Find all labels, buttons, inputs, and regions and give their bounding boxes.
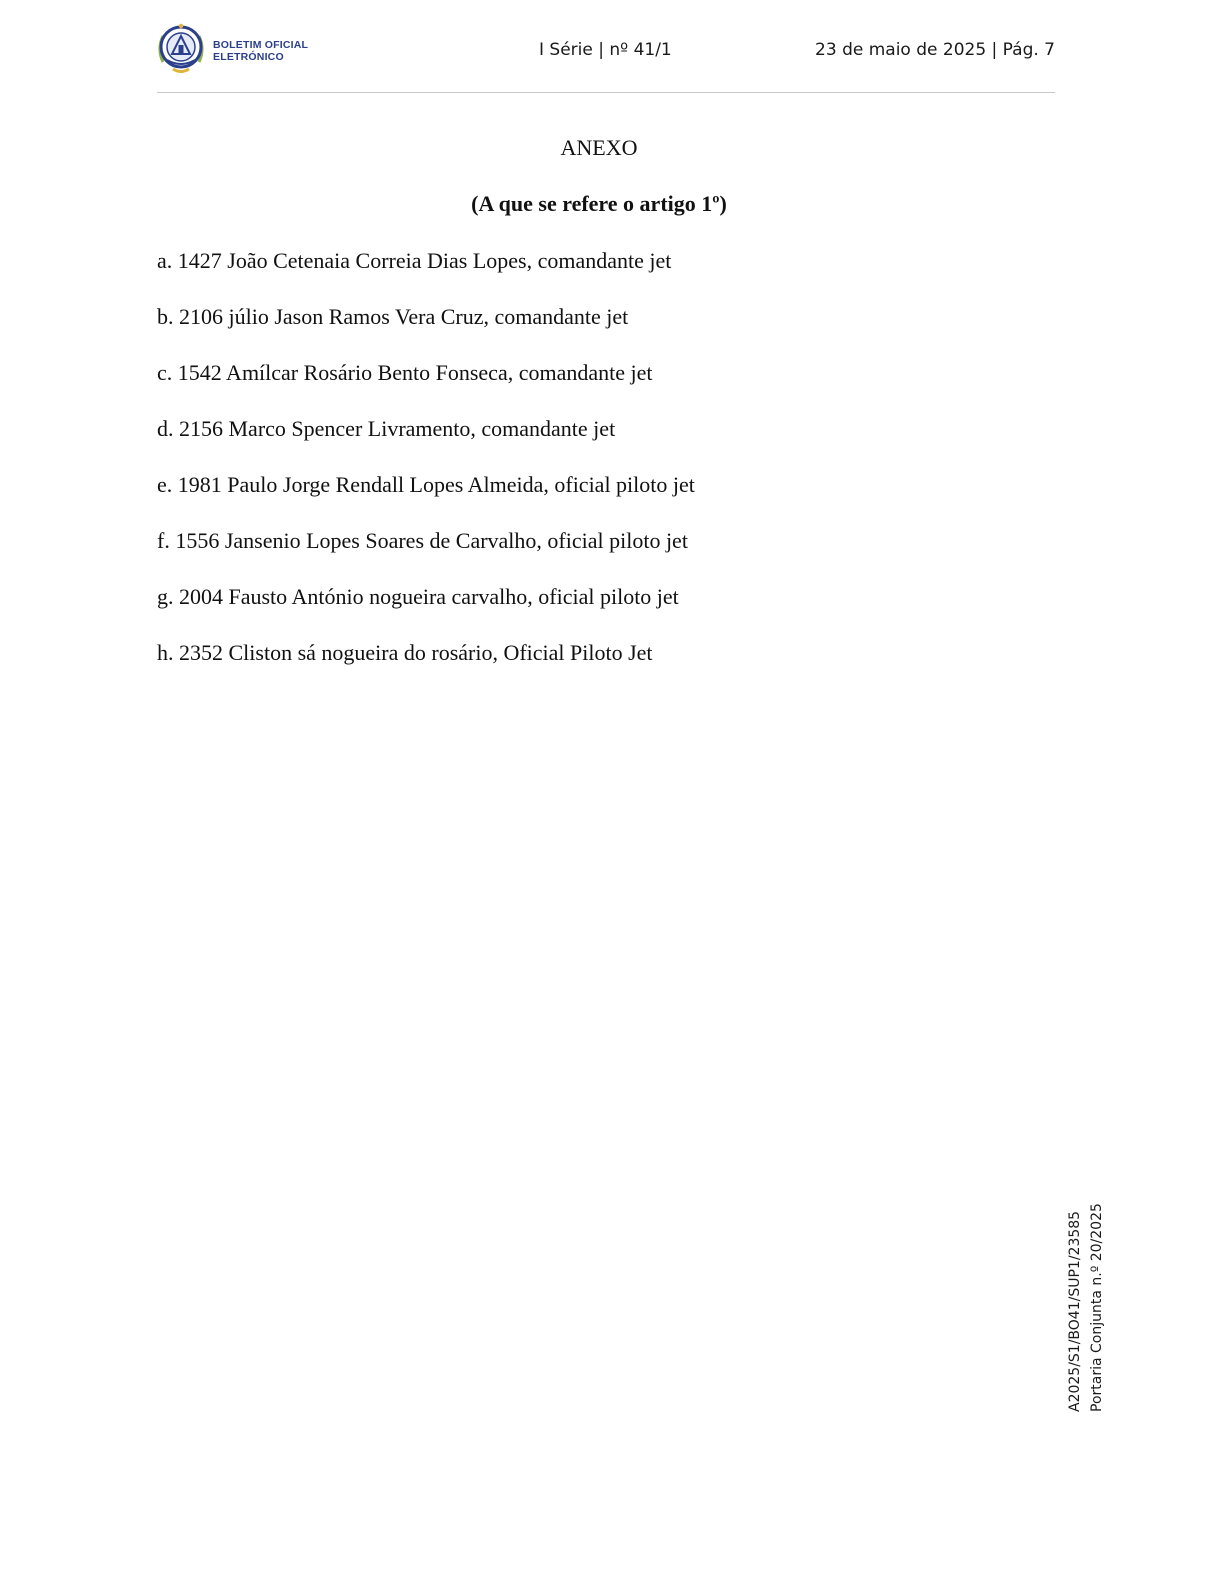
- list-item: a. 1427 João Cetenaia Correia Dias Lopes, comandante jet: [157, 248, 672, 273]
- series-number: I Série | nº 41/1: [539, 40, 672, 60]
- header-divider: [157, 92, 1055, 93]
- list-item: g. 2004 Fausto António nogueira carvalho, oficial piloto jet: [157, 584, 679, 609]
- side-reference: [1064, 1190, 1108, 1412]
- list-item: b. 2106 júlio Jason Ramos Vera Cruz, comandante jet: [157, 304, 629, 329]
- logo-text-line2: ELETRÓNICO: [213, 51, 284, 63]
- annex-list: [157, 247, 695, 695]
- logo-text-line1: BOLETIM OFICIAL: [213, 39, 309, 51]
- list-item: d. 2156 Marco Spencer Livramento, comandante jet: [157, 416, 616, 441]
- date-and-page: 23 de maio de 2025 | Pág. 7: [815, 40, 1055, 60]
- list-item: c. 1542 Amílcar Rosário Bento Fonseca, comandante jet: [157, 360, 653, 385]
- page-header: [157, 22, 1055, 82]
- coat-of-arms-icon: [157, 22, 211, 78]
- list-item: e. 1981 Paulo Jorge Rendall Lopes Almeida, oficial piloto jet: [157, 472, 695, 497]
- annex-title: ANEXO: [560, 135, 638, 160]
- list-item: f. 1556 Jansenio Lopes Soares de Carvalho, oficial piloto jet: [157, 528, 688, 553]
- boletim-logo: [157, 22, 327, 80]
- list-item: h. 2352 Cliston sá nogueira do rosário, Oficial Piloto Jet: [157, 640, 653, 665]
- side-reference-portaria: Portaria Conjunta n.º 20/2025: [1089, 1203, 1105, 1412]
- annex-subtitle: (A que se refere o artigo 1º): [471, 191, 727, 216]
- side-reference-code: A2025/S1/BO41/SUP1/23585: [1067, 1210, 1083, 1412]
